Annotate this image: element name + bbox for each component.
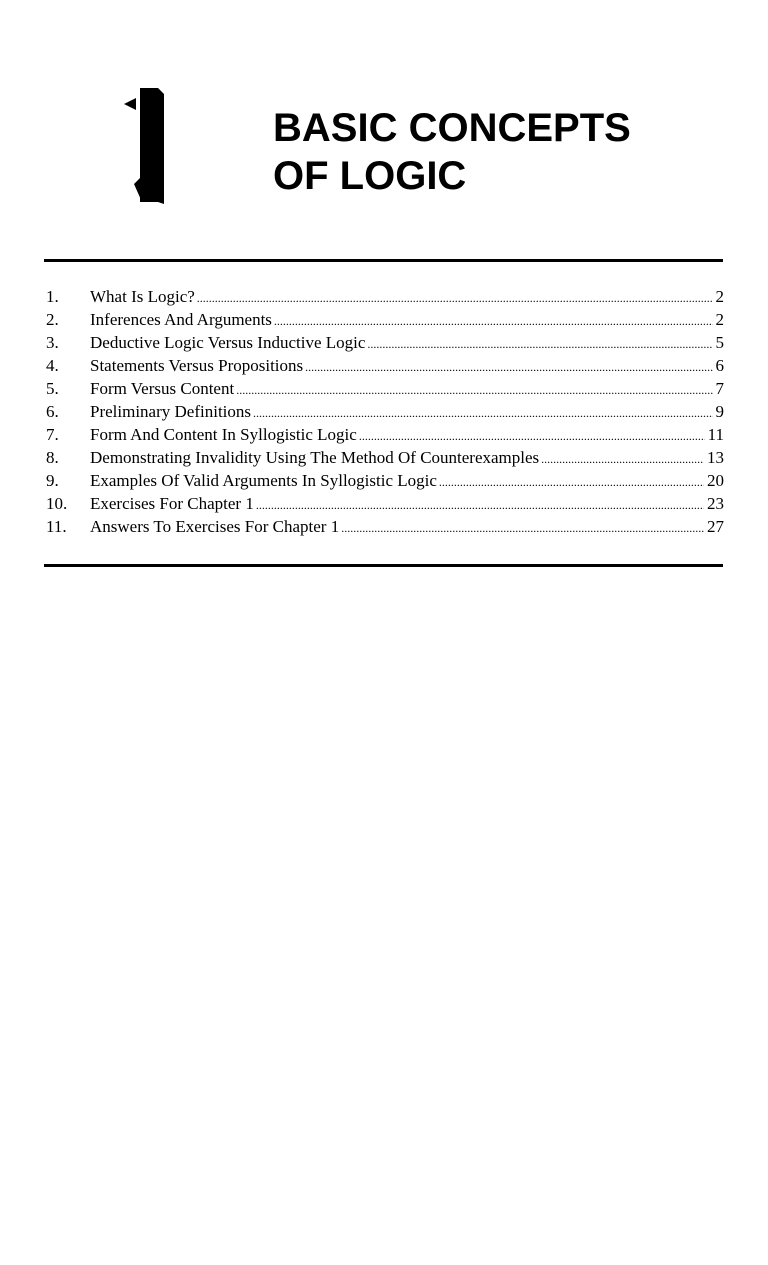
top-divider: [44, 259, 723, 262]
toc-entry-page: 2: [715, 287, 724, 306]
toc-entry-title: Preliminary Definitions: [90, 402, 252, 421]
dot-leader: [274, 308, 713, 333]
toc-entry[interactable]: [46, 423, 724, 446]
dot-leader: [197, 285, 713, 310]
toc-entry-page: 2: [715, 310, 724, 329]
dot-leader: [541, 446, 704, 471]
toc-entry[interactable]: [46, 308, 724, 331]
toc-entry-number: 6.: [46, 402, 59, 421]
bottom-divider: [44, 564, 723, 567]
dot-leader: [256, 492, 704, 517]
toc-entry-page: 20: [707, 471, 724, 490]
toc-entry-title: Statements Versus Propositions: [90, 356, 304, 375]
toc-entry-title: Answers To Exercises For Chapter 1: [90, 517, 340, 536]
toc-entry-number: 8.: [46, 448, 59, 467]
toc-entry-number: 3.: [46, 333, 59, 352]
toc-entry-number: 4.: [46, 356, 59, 375]
toc-entry-title: Demonstrating Invalidity Using The Method Of Counterexamples: [90, 448, 540, 467]
toc-entry-title: What Is Logic?: [90, 287, 195, 306]
dot-leader: [439, 469, 704, 494]
toc-entry-number: 2.: [46, 310, 59, 329]
toc-entry-number: 11.: [46, 517, 67, 536]
toc-entry-title: Form And Content In Syllogistic Logic: [90, 425, 357, 444]
toc-entry-title: Inferences And Arguments: [90, 310, 272, 329]
table-of-contents: [46, 285, 724, 538]
dot-leader: [359, 423, 705, 448]
dot-leader: [367, 331, 712, 356]
toc-entry-number: 10.: [46, 494, 68, 513]
chapter-number-graphic: [120, 84, 176, 208]
toc-entry-page: 6: [715, 356, 724, 375]
toc-entry-page: 23: [707, 494, 724, 513]
toc-entry-page: 13: [707, 448, 724, 467]
toc-entry-title: Form Versus Content: [90, 379, 235, 398]
toc-entry-number: 5.: [46, 379, 59, 398]
toc-entry-number: 9.: [46, 471, 59, 490]
toc-entry-number: 1.: [46, 287, 59, 306]
toc-entry-page: 9: [715, 402, 724, 421]
chapter-title: [273, 104, 631, 200]
toc-entry-title: Examples Of Valid Arguments In Syllogistic Logic: [90, 471, 437, 490]
toc-entry-page: 11: [707, 425, 724, 444]
toc-entry-title: Deductive Logic Versus Inductive Logic: [90, 333, 366, 352]
toc-entry[interactable]: [46, 492, 724, 515]
toc-entry[interactable]: [46, 469, 724, 492]
toc-entry-page: 27: [707, 517, 724, 536]
toc-entry[interactable]: [46, 400, 724, 423]
toc-entry[interactable]: [46, 354, 724, 377]
dot-leader: [236, 377, 712, 402]
toc-entry-page: 7: [715, 379, 724, 398]
toc-entry[interactable]: [46, 285, 724, 308]
chapter-title-line-1: BASIC CONCEPTS: [273, 106, 631, 150]
dot-leader: [305, 354, 712, 379]
toc-entry[interactable]: [46, 446, 724, 469]
toc-entry-title: Exercises For Chapter 1: [90, 494, 254, 513]
toc-entry[interactable]: [46, 377, 724, 400]
toc-entry[interactable]: [46, 515, 724, 538]
toc-entry-page: 5: [715, 333, 724, 352]
dot-leader: [341, 515, 704, 540]
chapter-title-line-2: OF LOGIC: [273, 154, 467, 198]
toc-entry-number: 7.: [46, 425, 59, 444]
toc-entry[interactable]: [46, 331, 724, 354]
dot-leader: [253, 400, 712, 425]
